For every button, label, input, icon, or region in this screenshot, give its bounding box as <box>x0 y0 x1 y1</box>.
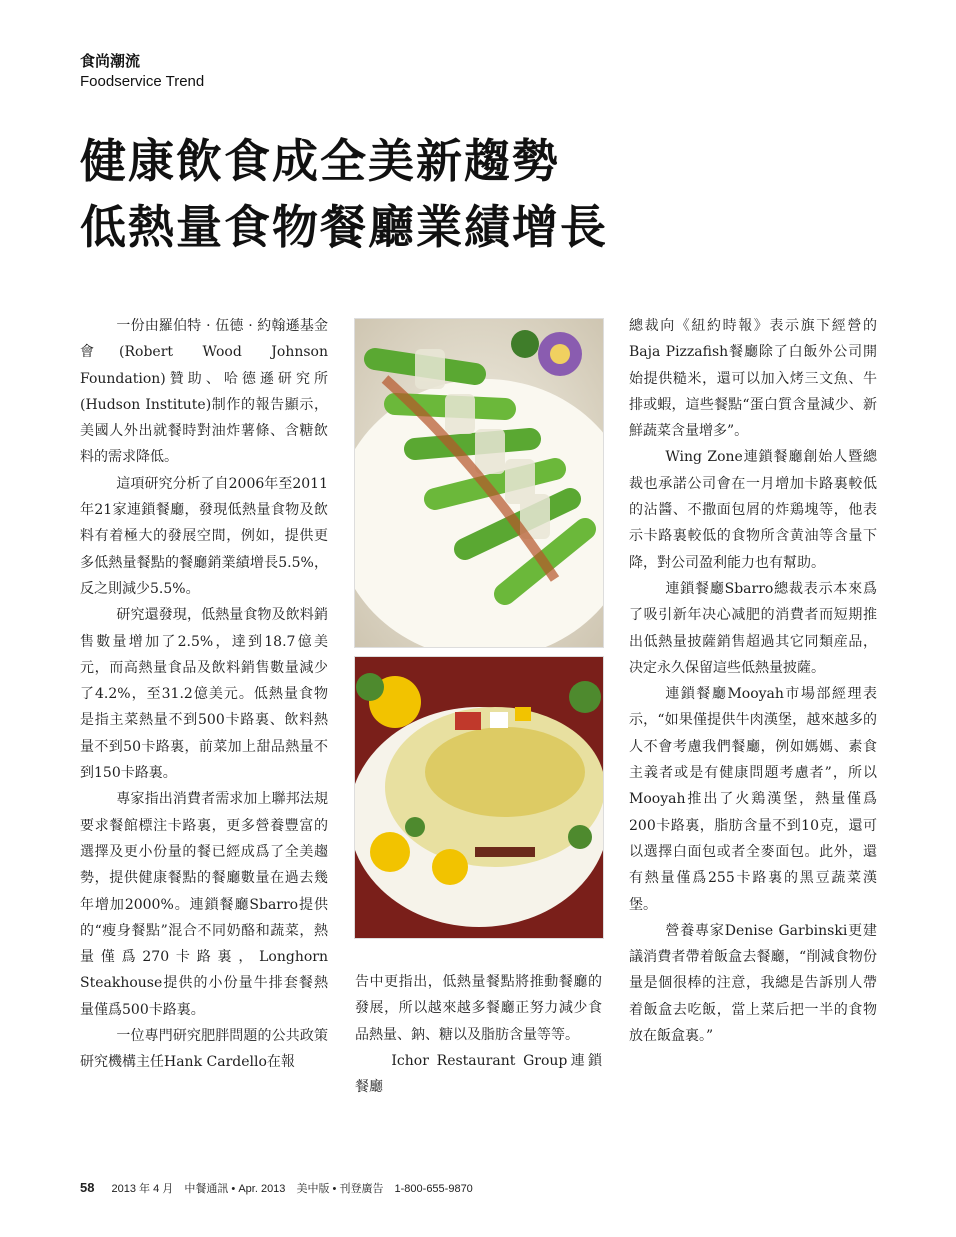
page-number: 58 <box>80 1180 95 1195</box>
paragraph: 一份由羅伯特 · 伍德 · 約翰遜基金會(Robert Wood Johnson Foundation)贊助、哈德遜研究所(Hudson Institute)制作的報告顯示，美國人外出就餐時對油炸薯條、含糖飲料的需求降低。 <box>80 318 328 466</box>
section-label-cn: 食尚潮流 <box>80 52 141 70</box>
left-column <box>80 313 328 1076</box>
title-line-2: 低熱量食物餐廳業績增長 <box>80 200 608 254</box>
paragraph: 連鎖餐廳Sbarro總裁表示本來爲了吸引新年决心减肥的消費者而短期推出低熱量披薩銷售超過其它同類産品，决定永久保留這些低熱量披薩。 <box>629 580 877 676</box>
paragraph: 告中更指出，低熱量餐點將推動餐廳的發展，所以越來越多餐廳正努力減少食品熱量、鈉、糖以及脂肪含量等等。 <box>355 974 602 1043</box>
paragraph: 這項研究分析了自2006年至2011年21家連鎖餐廳，發現低熱量食物及飲料有着極大的發展空間，例如，提供更多低熱量餐點的餐廳銷業績增長5.5%，反之則減少5.5%。 <box>80 475 328 597</box>
paragraph: 連鎖餐廳Mooyah市場部經理表示，“如果僅提供牛肉漢堡，越來越多的人不會考慮我們餐廳，例如媽媽、素食主義者或是有健康問題考慮者”，所以Mooyah推出了火鶏漢堡，熱量僅爲200卡路裏，脂肪含量不到10克，還可以選擇白面包或者全麥面包。此外，還有熱量僅爲255卡路裏的黑豆蔬菜漢堡。 <box>629 686 877 913</box>
section-label-en: Foodservice Trend <box>80 73 205 90</box>
publication-name: 中餐通訊 • Apr. 2013 <box>184 1183 286 1195</box>
omelette-dish-photo <box>354 656 604 939</box>
paragraph: 研究還發現，低熱量食物及飲料銷售數量增加了2.5%，達到18.7億美元，而高熱量食品及飲料銷售數量減少了4.2%，至31.2億美元。低熱量食物是指主菜熱量不到500卡路裏、飲料熱量不到50卡路裏，前菜加上甜品熱量不到150卡路裏。 <box>80 607 328 782</box>
title-line-1: 健康飲食成全美新趨勢 <box>80 134 560 188</box>
paragraph: 專家指出消費者需求加上聯邦法規要求餐館標注卡路裏，更多營養豐富的選擇及更小份量的餐已經成爲了全美趨勢，提供健康餐點的餐廳數量在過去幾年增加2000%。連鎖餐廳Sbarro提供的“瘦身餐點”混合不同奶酪和蔬菜，熱量僅爲270卡路裏，Longhorn Steakhouse提供的小份量牛排套餐熱量僅爲500卡路裏。 <box>80 791 328 1018</box>
middle-column <box>355 969 602 1100</box>
paragraph: Ichor Restaurant Group連鎖餐廳 <box>355 1052 602 1096</box>
right-column <box>629 313 877 1049</box>
paragraph: 一位專門研究肥胖問題的公共政策研究機構主任Hank Cardello在報 <box>80 1028 328 1071</box>
phone-number: 1-800-655-9870 <box>394 1183 473 1195</box>
asparagus-dish-photo <box>354 318 604 648</box>
page-footer <box>80 1180 481 1196</box>
issue-date: 2013 年 4 月 <box>111 1183 174 1195</box>
paragraph: 總裁向《紐約時報》表示旗下經營的Baja Pizzafish餐廳除了白飯外公司開始提供糙米，還可以加入烤三文魚、牛排或蝦，這些餐點“蛋白質含量減少、新鮮蔬菜含量增多”。 <box>629 318 877 440</box>
paragraph: 營養專家Denise Garbinski更建議消費者帶着飯盒去餐廳，“削減食物份量是個很棒的注意，我總是告訴別人帶着飯盒去吃飯，當上菜后把一半的食物放在飯盒裏。” <box>629 922 877 1045</box>
article-title <box>80 128 608 260</box>
edition-label: 美中版 • 刊登廣告 <box>296 1183 384 1195</box>
paragraph: Wing Zone連鎖餐廳創始人暨總裁也承諾公司會在一月增加卡路裏較低的沾醬、不撒面包屑的炸鶏塊等，他表示卡路裏較低的食物所含黄油等含量下降，對公司盈利能力也有幫助。 <box>629 449 877 571</box>
